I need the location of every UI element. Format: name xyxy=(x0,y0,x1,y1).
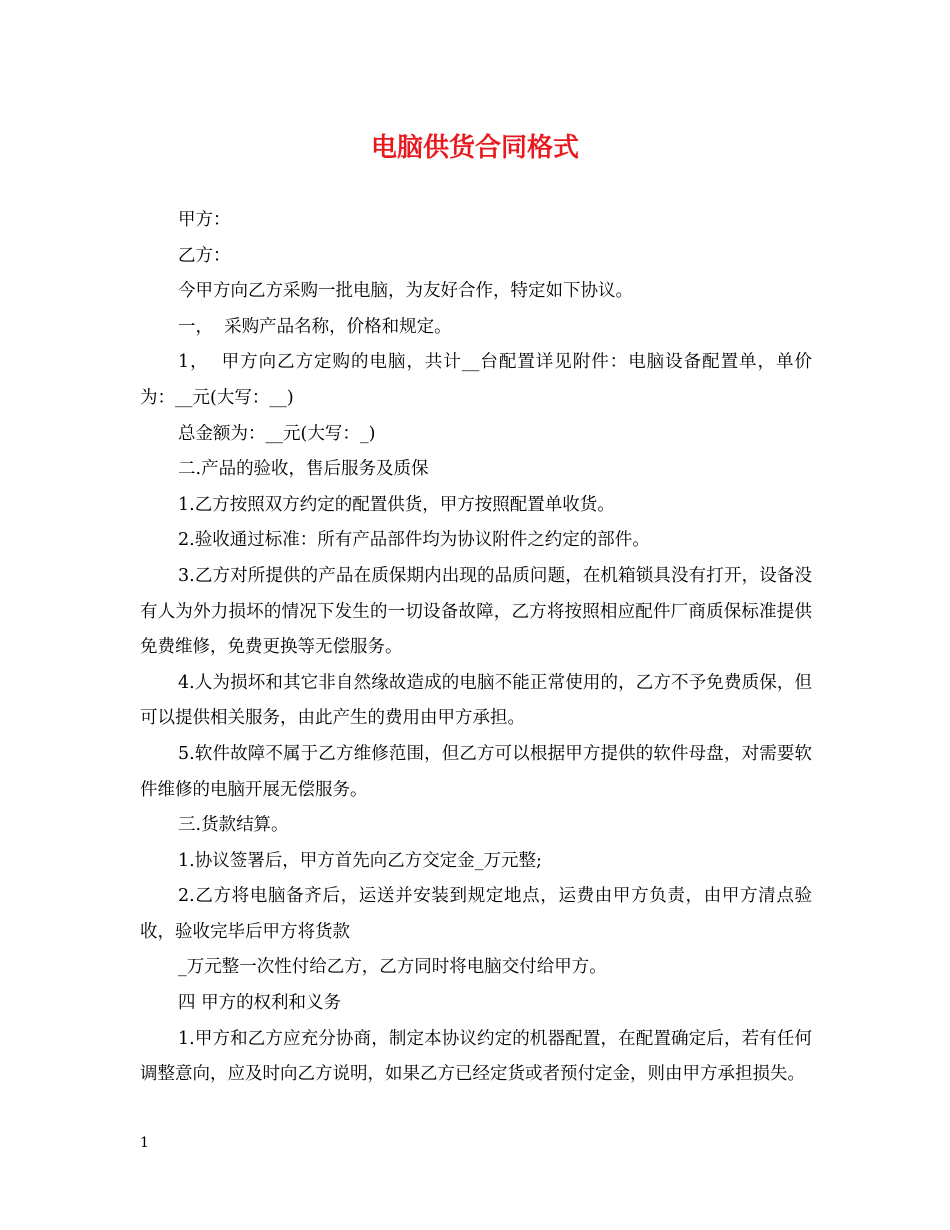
clause-3-2: 2.乙方将电脑备齐后，运送并安装到规定地点，运费由甲方负责，由甲方清点验收，验收完毕后甲方将货款 xyxy=(140,886,812,942)
page-number: 1 xyxy=(140,1135,149,1151)
total-amount-line: 总金额为：__元(大写：_) xyxy=(178,423,376,444)
clause-2-3: 3.乙方对所提供的产品在质保期内出现的品质问题，在机箱锁具没有打开，设备没有人为外力损坏的情况下发生的一切设备故障，乙方将按照相应配件厂商质保标准提供免费维修，免费更换等无偿服务。 xyxy=(140,565,812,658)
intro-paragraph: 今甲方向乙方采购一批电脑，为友好合作，特定如下协议。 xyxy=(178,281,633,302)
party-b-line: 乙方： xyxy=(178,245,231,266)
party-a-line: 甲方： xyxy=(178,210,231,230)
section-3-heading: 三.货款结算。 xyxy=(178,815,289,836)
section-2-heading: 二.产品的验收，售后服务及质保 xyxy=(178,459,429,480)
clause-2-4: 4.人为损坏和其它非自然缘故造成的电脑不能正常使用的，乙方不予免费质保，但可以提供相关服务，由此产生的费用由甲方承担。 xyxy=(140,672,812,729)
document-title: 电脑供货合同格式 xyxy=(370,133,579,163)
clause-2-1: 1.乙方按照双方约定的配置供货，甲方按照配置单收货。 xyxy=(178,494,615,515)
section-4-heading: 四 甲方的权利和义务 xyxy=(178,993,342,1014)
clause-3-1: 1.协议签署后，甲方首先向乙方交定金_万元整; xyxy=(178,850,542,871)
clause-2-5: 5.软件故障不属于乙方维修范围，但乙方可以根据甲方提供的软件母盘，对需要软件维修的电脑开展无偿服务。 xyxy=(140,743,812,800)
clause-1-1: 1， 甲方向乙方定购的电脑，共计__台配置详见附件：电脑设备配置单，单价为：__元(大写：__) xyxy=(140,352,812,408)
clause-3-2-continued: _万元整一次性付给乙方，乙方同时将电脑交付给甲方。 xyxy=(178,957,607,978)
clause-4-1: 1.甲方和乙方应充分协商，制定本协议约定的机器配置，在配置确定后，若有任何调整意向，应及时向乙方说明，如果乙方已经定货或者预付定金，则由甲方承担损失。 xyxy=(140,1028,812,1085)
section-1-heading: 一， 采购产品名称，价格和规定。 xyxy=(178,316,452,337)
clause-2-2: 2.验收通过标准：所有产品部件均为协议附件之约定的部件。 xyxy=(178,530,650,551)
document-body xyxy=(140,203,812,1093)
